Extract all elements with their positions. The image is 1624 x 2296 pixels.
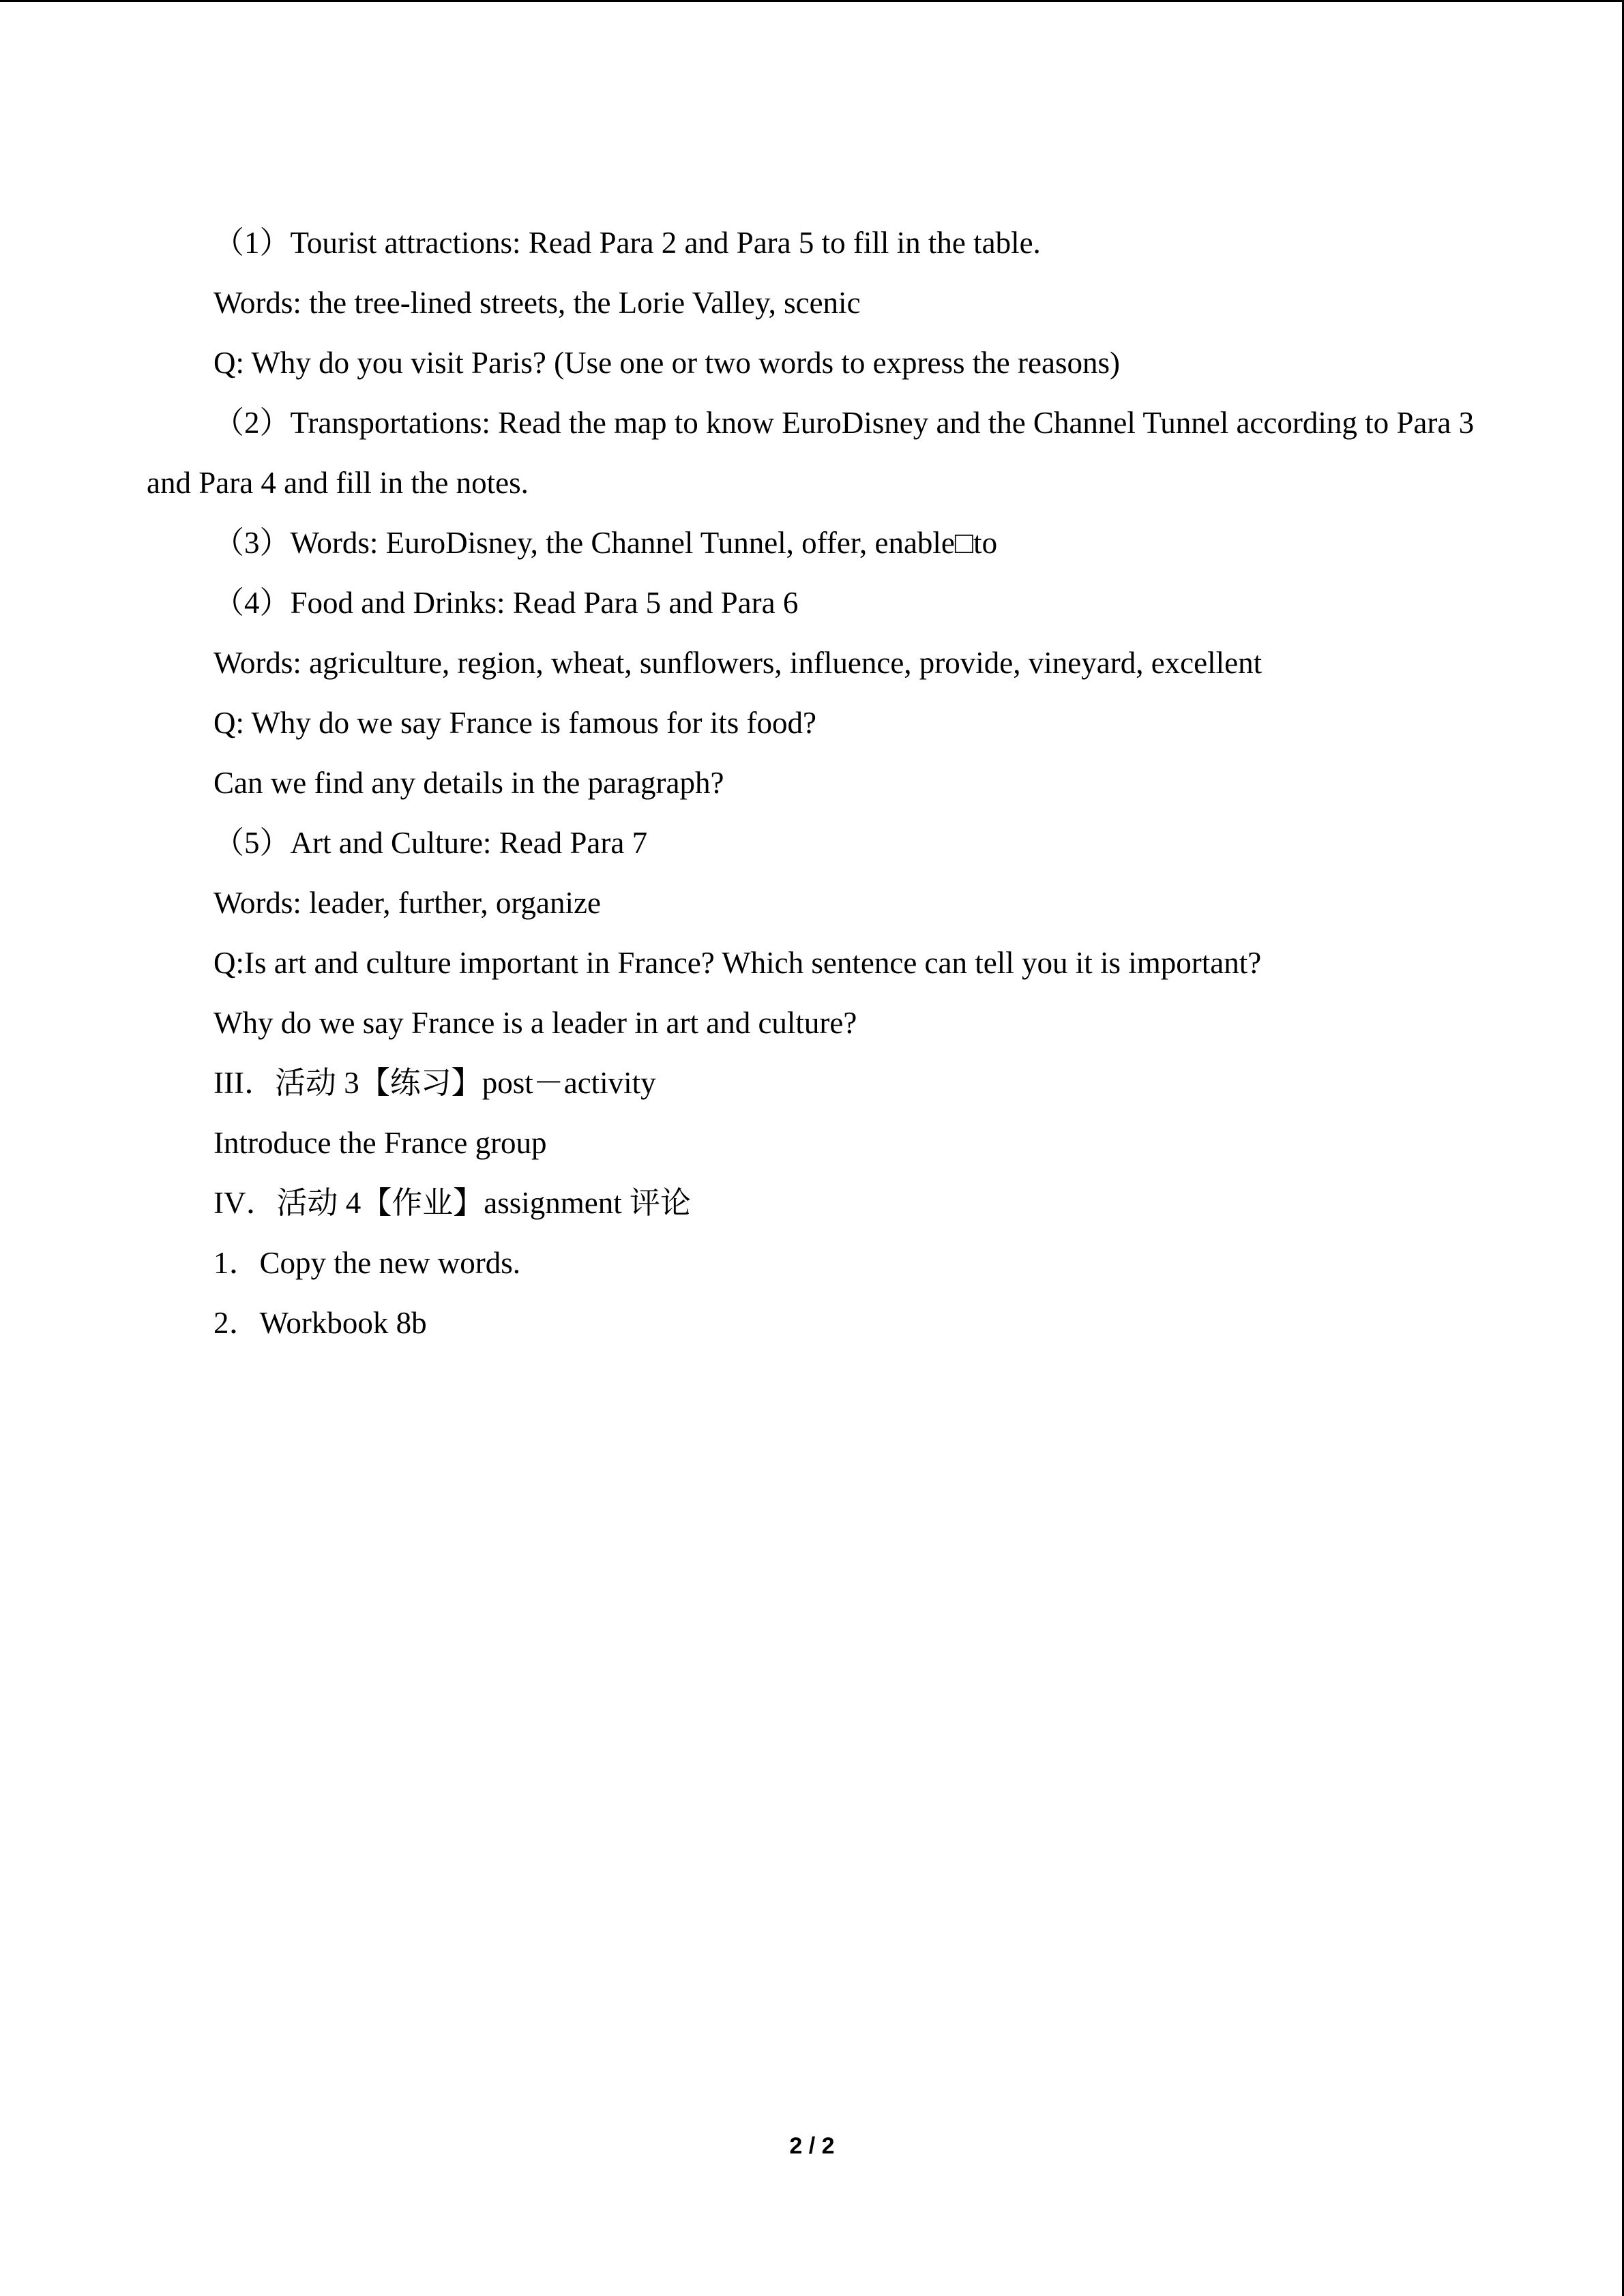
food-details-question: Can we find any details in the paragraph?: [213, 766, 724, 800]
art-question: Q:Is art and culture important in France? Which sentence can tell you it is important?: [213, 946, 1262, 980]
document-body: [147, 213, 1477, 1353]
page-number: 2 / 2: [789, 2133, 835, 2159]
assignment-item-1: 1．Copy the new words.: [213, 1246, 520, 1280]
food-question: Q: Why do we say France is famous for its food?: [213, 706, 816, 740]
art-words: Words: leader, further, organize: [213, 886, 601, 920]
art-leader-question: Why do we say France is a leader in art and culture?: [213, 1006, 857, 1040]
art-culture-task: （5）Art and Culture: Read Para 7: [213, 826, 648, 860]
activity-3-content: Introduce the France group: [213, 1126, 547, 1160]
activity-4-heading: IV．活动 4【作业】assignment 评论: [213, 1186, 691, 1220]
transport-words: （3）Words: EuroDisney, the Channel Tunnel, offer, enable□to: [213, 526, 998, 560]
food-words: Words: agriculture, region, wheat, sunflowers, influence, provide, vineyard, excellent: [213, 646, 1263, 680]
transportations-task: （2）Transportations: Read the map to know EuroDisney and the Channel Tunnel according to Para 3 and Para 4 and fill in the notes.: [147, 406, 1475, 500]
activity-3-heading: III．活动 3【练习】post－activity: [213, 1066, 656, 1100]
paris-question: Q: Why do you visit Paris? (Use one or two words to express the reasons): [213, 346, 1120, 380]
food-drinks-task: （4）Food and Drinks: Read Para 5 and Para 6: [213, 586, 799, 620]
tourist-attractions-task: （1）Tourist attractions: Read Para 2 and Para 5 to fill in the table.: [213, 226, 1041, 260]
tourist-words: Words: the tree-lined streets, the Lorie Valley, scenic: [213, 286, 861, 320]
assignment-item-2: 2．Workbook 8b: [213, 1306, 427, 1340]
